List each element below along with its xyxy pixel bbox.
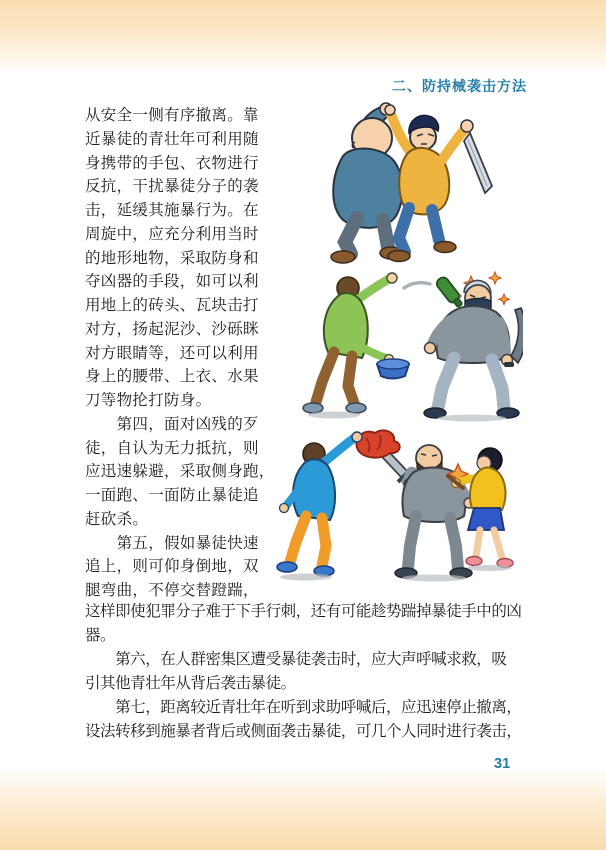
thrower-shoe bbox=[303, 403, 323, 413]
ground-shadow bbox=[308, 412, 360, 419]
ground-shadow bbox=[402, 575, 466, 582]
ground-shadow bbox=[467, 565, 511, 571]
masked-attacker-figure bbox=[424, 280, 523, 421]
text-line: 的地形地物，采取防身和 bbox=[85, 249, 259, 267]
text-line: 击，延缓其施暴行为。在 bbox=[85, 202, 259, 219]
page-top-gradient bbox=[0, 0, 606, 74]
ground-shadow bbox=[280, 574, 332, 581]
thrower-shoe bbox=[346, 403, 366, 413]
defender-shoe bbox=[388, 251, 410, 262]
throwing-hand bbox=[387, 273, 397, 283]
thrower-shoe bbox=[277, 562, 297, 572]
text-line: 设法转移到施暴者背后或侧面袭击暴徒，可几个人同时进行袭击， bbox=[85, 723, 522, 740]
text-line: 第四，面对凶残的歹 bbox=[85, 415, 259, 433]
text-line: 赶砍杀。 bbox=[85, 510, 149, 528]
text-line: 夺凶器的手段，如可以利 bbox=[85, 273, 259, 291]
knife bbox=[464, 133, 492, 193]
yellow-top bbox=[470, 468, 505, 511]
text-line: 从安全一侧有序撤离。靠 bbox=[85, 107, 259, 124]
page-bottom-gradient bbox=[0, 766, 606, 850]
left-text-column bbox=[85, 104, 275, 603]
bearded-attacker-figure bbox=[395, 445, 474, 582]
ground-shadow bbox=[438, 415, 506, 422]
motion-swoosh bbox=[404, 283, 430, 288]
text-line: 应迅速躲避，采取侧身跑， bbox=[85, 463, 275, 481]
thrower-hand bbox=[352, 432, 362, 442]
blue-basin bbox=[377, 359, 409, 379]
text-line: 第六，在人群密集区遭受暴徒袭击时，应大声呼喊求救，吸 bbox=[85, 651, 507, 668]
flying-bottle bbox=[435, 275, 465, 309]
text-line: 对方眼睛等，还可以利用 bbox=[85, 344, 259, 362]
text-line: 刀等物抡打防身。 bbox=[85, 392, 212, 409]
defender-hand bbox=[385, 105, 395, 115]
cloth-thrower-figure bbox=[277, 432, 362, 581]
text-line: 一面跑、一面防止暴徒追 bbox=[85, 487, 259, 504]
text-line: 用地上的砖头、瓦块击打 bbox=[85, 297, 259, 314]
text-line: 追上，则可仰身倒地，双 bbox=[85, 558, 259, 576]
text-line: 身携带的手包、衣物进行 bbox=[85, 154, 259, 172]
text-line: 腿弯曲，不停交替蹬踹， bbox=[85, 582, 259, 599]
attacker-sweater bbox=[437, 306, 510, 363]
blue-skirt bbox=[468, 508, 504, 530]
text-line: 这样即使犯罪分子难于下手行刺，还有可能趁势踹掉暴徒手中的凶 bbox=[85, 603, 522, 620]
text-line: 引其他青壮年从背后袭击暴徒。 bbox=[85, 675, 296, 692]
text-line: 第五，假如暴徒快速 bbox=[85, 534, 259, 552]
bottom-text-block bbox=[85, 600, 531, 744]
text-line: 反抗，干扰暴徒分子的袭 bbox=[85, 178, 259, 196]
text-line: 近暴徒的青壮年可利用随 bbox=[85, 130, 259, 148]
page-number: 31 bbox=[494, 756, 511, 772]
red-cloth bbox=[356, 430, 399, 457]
illustration-throw-bottle bbox=[288, 270, 523, 422]
thrower-figure bbox=[303, 273, 409, 419]
illustration-cloth-and-rear-attack bbox=[262, 426, 520, 588]
defender-figure bbox=[385, 105, 492, 262]
chapter-header: 二、防持械袭击方法 bbox=[392, 78, 527, 94]
text-line: 徒，自认为无力抵抗，则 bbox=[85, 439, 259, 457]
attacker-fist bbox=[425, 343, 436, 354]
illustration-grapple-knife-attacker bbox=[295, 100, 510, 268]
woman-shoe bbox=[466, 557, 482, 566]
text-line: 对方，扬起泥沙、沙砾眯 bbox=[85, 320, 259, 338]
text-line: 第七，距离较近青壮年在听到求助呼喊后，应迅速停止撤离， bbox=[85, 699, 522, 716]
knife-hand bbox=[461, 120, 473, 132]
attacker-jacket bbox=[333, 149, 402, 228]
text-line: 周旋中，应充分利用当时 bbox=[85, 225, 259, 243]
attacker-shoe bbox=[331, 251, 355, 263]
text-line: 器。 bbox=[85, 627, 116, 644]
defender-shoe bbox=[434, 242, 456, 253]
text-line: 身上的腰带、上衣、水果 bbox=[85, 368, 259, 386]
